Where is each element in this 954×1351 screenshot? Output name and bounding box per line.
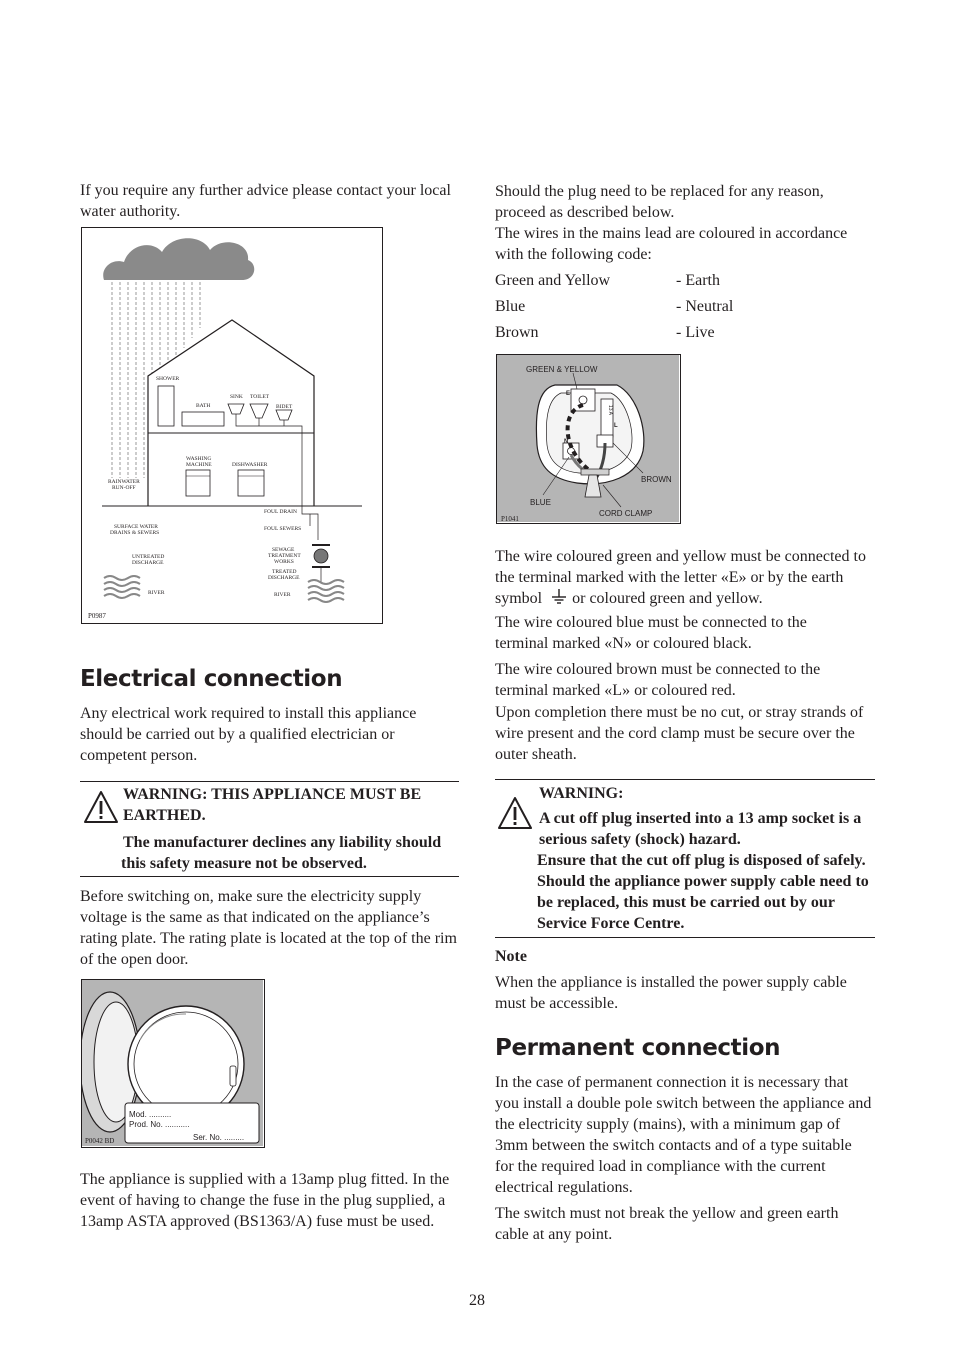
note-title: Note — [495, 948, 527, 965]
svg-text:SURFACE WATER: SURFACE WATER — [114, 524, 158, 530]
electrical-work-text: Any electrical work required to install this appliance should be carried out by a qualified electrician or competent person. — [80, 705, 417, 764]
svg-text:FOUL DRAIN: FOUL DRAIN — [264, 509, 297, 515]
svg-text:WORKS: WORKS — [274, 559, 294, 565]
svg-text:Ser. No. .........: Ser. No. ......... — [193, 1133, 245, 1142]
permanent-connection-text: In the case of permanent connection it is necessary that you install a double pole switch between the appliance and the electricity supply (mains), with a minimum gap of 3mm between the switch contacts and of a type suitable for the required load in compliance with the current electrical regulations. — [495, 1074, 872, 1196]
earth-cable-text: The switch must not break the yellow and green earth cable at any point. — [495, 1205, 839, 1243]
switching-on-text: Before switching on, make sure the electricity supply voltage is the same as that indicated on the appliance’s rating plate. The rating plate is located at the top of the rim of the open door. — [80, 888, 457, 968]
note-text: When the appliance is installed the power supply cable must be accessible. — [495, 974, 847, 1012]
drainage-diagram — [81, 227, 383, 624]
svg-text:L: L — [614, 423, 618, 429]
svg-text:DISHWASHER: DISHWASHER — [232, 462, 268, 468]
brown-wire-text: The wire coloured brown must be connected to the terminal marked «L» or coloured red. — [495, 661, 821, 699]
wire-colour-intro-text: The wires in the mains lead are coloured in accordance with the following code: — [495, 225, 848, 263]
svg-text:TOILET: TOILET — [250, 394, 270, 400]
svg-text:Mod. ..........: Mod. .......... — [129, 1110, 172, 1119]
svg-text:TREATED: TREATED — [272, 569, 297, 575]
green-yellow-wire-text-a: The wire coloured green and yellow must be connected to the terminal marked with the letter «E» or by the earth symbol — [495, 548, 866, 607]
svg-text:SINK: SINK — [230, 394, 243, 400]
svg-text:RUN-OFF: RUN-OFF — [112, 485, 136, 491]
colour-blue: Blue — [495, 298, 526, 315]
svg-text:SHOWER: SHOWER — [156, 376, 180, 382]
svg-text:UNTREATED: UNTREATED — [132, 554, 165, 560]
svg-text:SEWAGE: SEWAGE — [272, 547, 295, 553]
svg-text:13 A: 13 A — [607, 405, 613, 416]
plug-fuse-text: The appliance is supplied with a 13amp plug fitted. In the event of having to change the fuse in the plug supplied, a 13amp ASTA approved (BS1363/A) fuse must be used. — [80, 1171, 450, 1230]
svg-text:RAINWATER: RAINWATER — [108, 479, 140, 485]
svg-text:DISCHARGE: DISCHARGE — [268, 575, 300, 581]
completion-text: Upon completion there must be no cut, or stray strands of wire present and the cord clamp must be secure over the outer sheath. — [495, 704, 864, 763]
svg-text:RIVER: RIVER — [148, 590, 165, 596]
svg-text:Prod. No. ...........: Prod. No. ........... — [129, 1120, 190, 1129]
svg-text:RIVER: RIVER — [274, 592, 291, 598]
plug-replace-text: Should the plug need to be replaced for any reason, proceed as described below. — [495, 183, 824, 221]
cut-off-plug-warning — [495, 779, 875, 938]
svg-text:TREATMENT: TREATMENT — [268, 553, 301, 559]
svg-text:BIDET: BIDET — [276, 404, 293, 410]
svg-text:FOUL SEWERS: FOUL SEWERS — [264, 526, 302, 532]
blue-wire-text: The wire coloured blue must be connected to the terminal marked «N» or coloured black. — [495, 614, 807, 652]
warning-service-text: Ensure that the cut off plug is disposed of safely. Should the appliance power supply cable need to be replaced, this must be carried out by our Service Force Centre. — [537, 852, 869, 932]
electrical-connection-heading: Electrical connection — [80, 666, 343, 692]
colour-brown: Brown — [495, 324, 539, 341]
svg-text:DRAINS & SEWERS: DRAINS & SEWERS — [110, 530, 160, 536]
warning-shock-text: A cut off plug inserted into a 13 amp socket is a serious safety (shock) hazard. — [539, 810, 862, 848]
permanent-connection-heading: Permanent connection — [495, 1035, 781, 1061]
colour-green-yellow: Green and Yellow — [495, 272, 611, 289]
rating-plate-diagram — [81, 979, 265, 1148]
svg-text:P0042 BD: P0042 BD — [85, 1137, 115, 1145]
warning-triangle-icon — [497, 796, 533, 830]
svg-text:BROWN: BROWN — [641, 475, 672, 484]
water-authority-text: If you require any further advice please contact your local water authority. — [80, 182, 451, 220]
svg-text:WASHING: WASHING — [186, 456, 212, 462]
svg-text:DISCHARGE: DISCHARGE — [132, 560, 164, 566]
svg-text:P0987: P0987 — [88, 612, 106, 620]
warning-earthed-text: WARNING: THIS APPLIANCE MUST BE EARTHED. — [123, 786, 422, 824]
svg-text:N: N — [564, 439, 569, 445]
green-yellow-wire-text-b: or coloured green and yellow. — [572, 590, 763, 607]
meaning-live: - Live — [676, 324, 715, 341]
svg-text:CORD CLAMP: CORD CLAMP — [599, 509, 653, 518]
plug-wiring-diagram — [496, 354, 681, 524]
svg-text:BLUE: BLUE — [530, 498, 551, 507]
svg-text:GREEN & YELLOW: GREEN & YELLOW — [526, 365, 598, 374]
page-number: 28 — [469, 1292, 485, 1309]
svg-text:E: E — [566, 391, 571, 397]
meaning-neutral: - Neutral — [676, 298, 734, 315]
meaning-earth: - Earth — [676, 272, 720, 289]
wire-colour-table — [495, 270, 875, 343]
green-yellow-wire-text — [495, 546, 873, 609]
earth-symbol-icon — [550, 589, 568, 605]
warning-title: WARNING: — [539, 785, 624, 802]
warning-triangle-icon — [83, 790, 119, 824]
earthing-warning — [80, 781, 459, 877]
warning-liability-text: The manufacturer declines any liability should this safety measure not be observed. — [121, 834, 442, 872]
svg-text:BATH: BATH — [196, 403, 211, 409]
svg-text:MACHINE: MACHINE — [186, 462, 212, 468]
svg-text:P1041: P1041 — [501, 515, 519, 522]
